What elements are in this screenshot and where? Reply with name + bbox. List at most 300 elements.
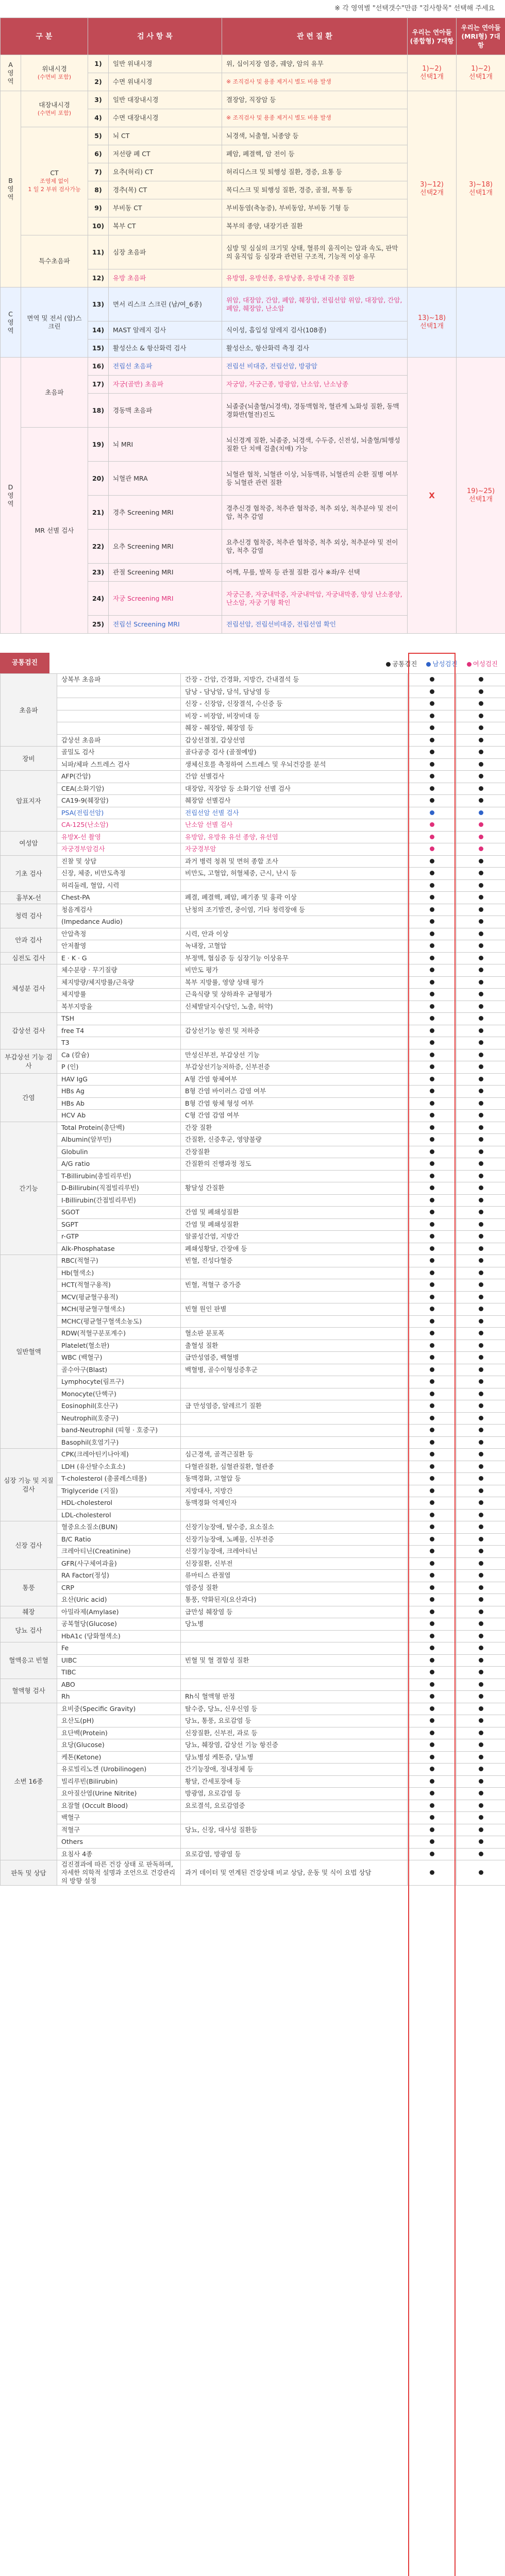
checkup-mark-mri	[457, 1134, 505, 1146]
checkup-mark-mri	[457, 1388, 505, 1400]
checkup-mark-general	[408, 1097, 457, 1110]
black-dot-icon	[430, 774, 434, 778]
select-mri-a	[457, 55, 505, 91]
black-dot-icon	[479, 883, 483, 888]
select-range: 3)~18)	[469, 181, 493, 189]
checkup-disease: 탈수증, 당뇨, 신우신염 등	[181, 1703, 408, 1715]
checkup-mark-general	[408, 1303, 457, 1316]
checkup-mark-mri	[457, 855, 505, 868]
black-dot-icon	[430, 1258, 434, 1263]
checkup-category: 청력 검사	[1, 904, 57, 928]
black-dot-icon	[430, 1694, 434, 1699]
black-dot-icon	[430, 1222, 434, 1227]
black-dot-icon	[479, 1428, 483, 1432]
checkup-mark-mri	[457, 686, 505, 698]
checkup-row	[1, 831, 505, 843]
black-dot-icon	[430, 1319, 434, 1324]
checkup-item: E · K · G	[57, 952, 181, 964]
checkup-item	[57, 710, 181, 722]
checkup-row	[1, 1134, 505, 1146]
checkup-disease: 간암 선별검사	[181, 771, 408, 783]
checkup-disease: 간염 및 폐쇄성질환	[181, 1207, 408, 1219]
checkup-item: HBs Ag	[57, 1086, 181, 1098]
checkup-row	[1, 1691, 505, 1703]
checkup-mark-mri	[457, 1751, 505, 1764]
checkup-row	[1, 795, 505, 807]
select-count: 선택1개	[469, 189, 493, 197]
checkup-disease: 담낭 - 담낭암, 담석, 담낭염 등	[181, 686, 408, 698]
checkup-item: 뇌파/체파 스트레스 검사	[57, 758, 181, 771]
black-dot-icon	[430, 1573, 434, 1578]
black-dot-icon	[479, 1731, 483, 1735]
black-dot-icon	[479, 1089, 483, 1093]
checkup-row	[1, 892, 505, 904]
checkup-item: B/C Ratio	[57, 1533, 181, 1546]
checkup-row	[1, 747, 505, 759]
black-dot-icon	[479, 1597, 483, 1602]
checkup-item: Fe	[57, 1642, 181, 1655]
checkup-mark-general	[408, 1218, 457, 1231]
black-dot-icon	[430, 1803, 434, 1808]
checkup-category: 체성분 검사	[1, 964, 57, 1013]
black-dot-icon	[479, 1222, 483, 1227]
checkup-item: 요산도(pH)	[57, 1715, 181, 1727]
black-dot-icon	[430, 1524, 434, 1529]
checkup-row	[1, 928, 505, 940]
common-checkup-title: 공통검진	[0, 653, 49, 673]
select-mri-b	[457, 91, 505, 287]
black-dot-icon	[479, 798, 483, 803]
category-stomach-label: 위내시경	[42, 64, 67, 73]
checkup-mark-general	[408, 1594, 457, 1606]
black-dot-icon	[430, 1597, 434, 1602]
black-dot-icon	[430, 1125, 434, 1130]
black-dot-icon	[430, 1198, 434, 1202]
checkup-row	[1, 722, 505, 735]
black-dot-icon	[479, 1392, 483, 1396]
checkup-mark-mri	[457, 1679, 505, 1691]
black-dot-icon	[430, 1392, 434, 1396]
checkup-mark-general	[408, 1570, 457, 1582]
item-name: 자궁(골반) 초음파	[109, 376, 222, 394]
checkup-mark-mri	[457, 892, 505, 904]
checkup-mark-general	[408, 964, 457, 977]
black-dot-icon	[430, 1077, 434, 1081]
checkup-row	[1, 1400, 505, 1413]
header-disease: 관 련 질 환	[222, 18, 408, 55]
checkup-disease: 신장기능장애, 크레아티닌	[181, 1546, 408, 1558]
checkup-disease	[181, 1267, 408, 1279]
checkup-item: 체지방량/체지방률/근육량	[57, 976, 181, 989]
black-dot-icon	[430, 689, 434, 694]
item-number: 17)	[88, 376, 109, 394]
checkup-row	[1, 1279, 505, 1292]
black-dot-icon	[430, 1452, 434, 1456]
checkup-mark-mri	[457, 1158, 505, 1171]
checkup-disease: 당뇨병성 케톤증, 당뇨병	[181, 1751, 408, 1764]
checkup-item: CRP	[57, 1582, 181, 1594]
checkup-mark-general	[408, 952, 457, 964]
item-name: 전립선 Screening MRI	[109, 616, 222, 634]
checkup-disease: A형 간염 항체여부	[181, 1073, 408, 1086]
checkup-row	[1, 783, 505, 795]
black-dot-icon	[430, 1706, 434, 1711]
checkup-item: 자궁경부암검사	[57, 843, 181, 856]
checkup-mark-mri	[457, 1594, 505, 1606]
checkup-mark-mri	[457, 1667, 505, 1679]
checkup-row	[1, 1146, 505, 1158]
checkup-row	[1, 976, 505, 989]
black-dot-icon	[479, 1174, 483, 1178]
black-dot-icon	[479, 943, 483, 948]
checkup-category: 초음파	[1, 674, 57, 747]
checkup-item: Neutrophil(호중구)	[57, 1412, 181, 1425]
checkup-disease: 비만도 평가	[181, 964, 408, 977]
checkup-disease	[181, 1037, 408, 1049]
checkup-mark-mri	[457, 879, 505, 892]
checkup-item: Basophil(호염기구)	[57, 1436, 181, 1449]
black-dot-icon	[479, 1331, 483, 1335]
black-dot-icon	[479, 1476, 483, 1481]
checkup-mark-mri	[457, 904, 505, 916]
checkup-mark-general	[408, 1473, 457, 1485]
category-colon-label: 대장내시경	[39, 100, 70, 109]
checkup-mark-general	[408, 1824, 457, 1836]
pink-dot-icon	[479, 846, 483, 851]
black-dot-icon	[479, 968, 483, 972]
black-dot-icon	[479, 738, 483, 742]
black-dot-icon	[479, 1755, 483, 1759]
checkup-mark-general	[408, 1436, 457, 1449]
black-dot-icon	[430, 1113, 434, 1117]
checkup-category: 췌장	[1, 1606, 57, 1618]
checkup-item: 요아질산염(Urine Nitrite)	[57, 1788, 181, 1800]
black-dot-icon	[479, 1609, 483, 1614]
select-general-c	[408, 287, 457, 358]
checkup-mark-general	[408, 1848, 457, 1860]
black-dot-icon	[430, 1343, 434, 1348]
checkup-row	[1, 698, 505, 710]
black-dot-icon	[479, 1270, 483, 1275]
checkup-row	[1, 1412, 505, 1425]
black-dot-icon	[479, 1694, 483, 1699]
black-dot-icon	[430, 738, 434, 742]
legend-female: 여성검진	[467, 660, 498, 668]
checkup-item: 갑상선 초음파	[57, 734, 181, 747]
checkup-row	[1, 1630, 505, 1642]
checkup-row	[1, 1751, 505, 1764]
item-number: 11)	[88, 235, 109, 269]
black-dot-icon	[479, 1779, 483, 1784]
black-dot-icon	[430, 1185, 434, 1190]
checkup-mark-general	[408, 1412, 457, 1425]
checkup-mark-mri	[457, 747, 505, 759]
checkup-item: Hb(혈색소)	[57, 1267, 181, 1279]
checkup-row	[1, 904, 505, 916]
checkup-row	[1, 1533, 505, 1546]
black-dot-icon	[430, 1270, 434, 1275]
checkup-item: 요단백(Protein)	[57, 1727, 181, 1739]
item-number: 20)	[88, 462, 109, 496]
checkup-item: free T4	[57, 1025, 181, 1037]
checkup-row	[1, 1194, 505, 1207]
black-dot-icon	[479, 931, 483, 936]
black-dot-icon	[479, 895, 483, 900]
black-dot-icon	[479, 1113, 483, 1117]
checkup-disease: 요로결석, 요로감염증	[181, 1800, 408, 1812]
checkup-row	[1, 1315, 505, 1328]
blue-dot-icon	[426, 662, 431, 667]
checkup-category: 신장 검사	[1, 1521, 57, 1570]
checkup-disease: 급만성염증, 백혈병	[181, 1352, 408, 1364]
checkup-disease	[181, 1376, 408, 1388]
black-dot-icon	[430, 1246, 434, 1251]
checkup-disease: 유방암, 유방유 유선 종양, 유선염	[181, 831, 408, 843]
checkup-row	[1, 1231, 505, 1243]
item-number: 5)	[88, 127, 109, 145]
checkup-category: 혈액형 검사	[1, 1679, 57, 1703]
black-dot-icon	[479, 750, 483, 754]
checkup-row	[1, 1061, 505, 1074]
category-mri: MR 선별 검사	[21, 428, 88, 634]
checkup-mark-mri	[457, 1788, 505, 1800]
black-dot-icon	[430, 714, 434, 718]
checkup-mark-mri	[457, 1218, 505, 1231]
black-dot-icon	[479, 1621, 483, 1626]
checkup-mark-general	[408, 1425, 457, 1437]
item-name: 활성산소 & 항산화력 검사	[109, 340, 222, 358]
common-checkup-legend	[0, 653, 505, 673]
checkup-mark-mri	[457, 1279, 505, 1292]
checkup-row	[1, 1158, 505, 1171]
item-disease: 목디스크 및 퇴행성 질환, 경증, 골절, 목통 등	[222, 181, 408, 199]
select-general-b	[408, 91, 457, 287]
checkup-mark-general	[408, 1049, 457, 1061]
checkup-disease: 과거 데이터 및 연계된 건강상태 비교 상담, 운동 및 식이 요법 상담	[181, 1860, 408, 1886]
checkup-row	[1, 1812, 505, 1824]
checkup-disease: Rh식 혈액형 판정	[181, 1691, 408, 1703]
checkup-mark-general	[408, 698, 457, 710]
checkup-mark-general	[408, 1812, 457, 1824]
checkup-mark-mri	[457, 1509, 505, 1521]
black-dot-icon	[430, 1476, 434, 1481]
item-disease: 폐암, 폐결핵, 암 전이 등	[222, 145, 408, 163]
checkup-mark-mri	[457, 771, 505, 783]
black-dot-icon	[430, 919, 434, 924]
checkup-mark-mri	[457, 831, 505, 843]
pink-dot-icon	[467, 662, 472, 667]
black-dot-icon	[430, 1149, 434, 1154]
checkup-mark-mri	[457, 928, 505, 940]
black-dot-icon	[430, 1718, 434, 1723]
checkup-disease: 전립선암 선별 검사	[181, 807, 408, 819]
black-dot-icon	[479, 1827, 483, 1832]
item-disease: 위암, 대장암, 간암, 폐암, 췌장암, 전립선암 위암, 대장암, 간암, 폐암, 췌장암, 난소암	[222, 287, 408, 321]
checkup-row	[1, 1001, 505, 1013]
checkup-item: 빌리루빈(Bilirubin)	[57, 1775, 181, 1788]
checkup-item: HDL-cholesterol	[57, 1497, 181, 1510]
checkup-mark-general	[408, 1546, 457, 1558]
item-number: 8)	[88, 181, 109, 199]
checkup-item: 혈중요소질소(BUN)	[57, 1521, 181, 1534]
checkup-item: CEA(소화기암)	[57, 783, 181, 795]
item-name: 자궁 Screening MRI	[109, 582, 222, 616]
black-dot-icon	[430, 1870, 434, 1875]
black-dot-icon	[430, 1755, 434, 1759]
checkup-mark-mri	[457, 989, 505, 1001]
checkup-disease: 신체발달지수(당인, 노출, 허약)	[181, 1001, 408, 1013]
checkup-row	[1, 964, 505, 977]
item-number: 9)	[88, 199, 109, 217]
checkup-item: HCV Ab	[57, 1110, 181, 1122]
checkup-mark-general	[408, 1630, 457, 1642]
checkup-disease: 요로감염, 방광염 등	[181, 1848, 408, 1860]
checkup-item: WBC (백혈구)	[57, 1352, 181, 1364]
black-dot-icon	[479, 1004, 483, 1009]
item-name: 면서 리스크 스크린 (남/여_6종)	[109, 287, 222, 321]
item-number: 7)	[88, 163, 109, 181]
checkup-item: CPK(크레아틴키나아제)	[57, 1449, 181, 1461]
item-number: 22)	[88, 530, 109, 564]
checkup-disease: 통풍, 약화된지(요산과다)	[181, 1594, 408, 1606]
checkup-mark-general	[408, 1557, 457, 1570]
checkup-disease: 심근경색, 골격근질환 등	[181, 1449, 408, 1461]
checkup-mark-general	[408, 1025, 457, 1037]
item-number: 3)	[88, 91, 109, 109]
black-dot-icon	[430, 1101, 434, 1106]
item-number: 21)	[88, 496, 109, 530]
black-dot-icon	[479, 1561, 483, 1566]
black-dot-icon	[479, 1053, 483, 1057]
select-range: 3)~12)	[420, 181, 444, 189]
item-disease: 뇌신경계 질환, 뇌졸중, 뇌경색, 수두증, 신전성, 뇌출혈/퇴행성 질환 단 치매 검출(치매) 가능	[222, 428, 408, 462]
checkup-disease: 간질환, 신증후군, 영양불량	[181, 1134, 408, 1146]
legend-male: 남성검진	[426, 660, 457, 668]
checkup-mark-general	[408, 1751, 457, 1764]
category-ct-sub: 조영제 없이 1 일 2 부위 검사가능	[28, 177, 81, 193]
black-dot-icon	[430, 1161, 434, 1166]
checkup-mark-mri	[457, 819, 505, 832]
checkup-row	[1, 1267, 505, 1279]
checkup-mark-mri	[457, 1122, 505, 1134]
black-dot-icon	[479, 1767, 483, 1771]
checkup-disease: 폐쇄성황달, 간장애 등	[181, 1243, 408, 1255]
black-dot-icon	[430, 992, 434, 996]
black-dot-icon	[430, 1379, 434, 1384]
black-dot-icon	[430, 1767, 434, 1771]
instruction-note: ※ 각 영역별 "선택갯수"만큼 "검사항목" 선택해 주세요	[334, 5, 495, 12]
checkup-item: ABO	[57, 1679, 181, 1691]
checkup-mark-mri	[457, 1328, 505, 1340]
checkup-disease: 당뇨, 신장, 대사성 질환등	[181, 1824, 408, 1836]
black-dot-icon	[479, 689, 483, 694]
checkup-row	[1, 1207, 505, 1219]
checkup-row	[1, 843, 505, 856]
black-dot-icon	[430, 1053, 434, 1057]
checkup-disease: 신장질환, 신부전, 과로 등	[181, 1727, 408, 1739]
black-dot-icon	[479, 992, 483, 996]
select-range: 1)~2)	[471, 64, 491, 73]
black-dot-icon	[479, 1742, 483, 1747]
checkup-row	[1, 710, 505, 722]
checkup-item: MCHC(평균혈구혈색소농도)	[57, 1315, 181, 1328]
checkup-mark-mri	[457, 1654, 505, 1667]
item-number: 14)	[88, 321, 109, 340]
checkup-item: band-Neutrophil (띠형 · 호중구)	[57, 1425, 181, 1437]
checkup-item: 체지방률	[57, 989, 181, 1001]
checkup-mark-general	[408, 1243, 457, 1255]
checkup-disease: 부정맥, 협심증 등 심장기능 이상유무	[181, 952, 408, 964]
checkup-mark-general	[408, 843, 457, 856]
checkup-mark-mri	[457, 1231, 505, 1243]
checkup-mark-general	[408, 747, 457, 759]
black-dot-icon	[479, 1537, 483, 1541]
checkup-mark-mri	[457, 1449, 505, 1461]
black-dot-icon	[430, 883, 434, 888]
checkup-mark-mri	[457, 1703, 505, 1715]
item-disease: 활성산소, 항산화력 측정 검사	[222, 340, 408, 358]
checkup-mark-mri	[457, 1764, 505, 1776]
checkup-disease: 자궁경부암	[181, 843, 408, 856]
checkup-row	[1, 674, 505, 686]
legend-items	[379, 659, 498, 668]
checkup-mark-general	[408, 819, 457, 832]
black-dot-icon	[430, 1028, 434, 1033]
checkup-item: 신장, 체중, 비만도측정	[57, 868, 181, 880]
black-dot-icon	[430, 1428, 434, 1432]
black-dot-icon	[479, 1870, 483, 1875]
category-special-ultrasound: 특수초음파	[21, 235, 88, 287]
checkup-mark-mri	[457, 1182, 505, 1195]
checkup-mark-general	[408, 1509, 457, 1521]
black-dot-icon	[479, 1646, 483, 1650]
checkup-item: 요잠혈 (Occult Blood)	[57, 1800, 181, 1812]
checkup-row	[1, 1618, 505, 1631]
select-range: 1)~2)	[422, 64, 442, 73]
checkup-mark-general	[408, 1194, 457, 1207]
checkup-row	[1, 952, 505, 964]
checkup-row	[1, 1025, 505, 1037]
checkup-row	[1, 1485, 505, 1497]
pink-dot-icon	[479, 835, 483, 839]
black-dot-icon	[479, 714, 483, 718]
black-dot-icon	[430, 871, 434, 875]
checkup-mark-general	[408, 674, 457, 686]
checkup-category: 여성암	[1, 831, 57, 855]
checkup-disease: 혈소판 분포폭	[181, 1328, 408, 1340]
area-b-label: B 영역	[1, 91, 21, 287]
checkup-row	[1, 1497, 505, 1510]
black-dot-icon	[479, 677, 483, 682]
checkup-mark-general	[408, 1618, 457, 1631]
checkup-item: RDW(적혈구분포계수)	[57, 1328, 181, 1340]
checkup-item: Globulin	[57, 1146, 181, 1158]
black-dot-icon	[386, 662, 391, 667]
checkup-item: HbA1c (당화혈색소)	[57, 1630, 181, 1642]
checkup-mark-mri	[457, 1049, 505, 1061]
checkup-row	[1, 771, 505, 783]
checkup-mark-general	[408, 722, 457, 735]
black-dot-icon	[479, 1524, 483, 1529]
checkup-row	[1, 1473, 505, 1485]
checkup-mark-general	[408, 1291, 457, 1303]
checkup-category: 혈액응고 빈혈	[1, 1642, 57, 1679]
checkup-row	[1, 1086, 505, 1098]
checkup-category: 갑상선 검사	[1, 1013, 57, 1049]
checkup-row	[1, 1703, 505, 1715]
checkup-item: 허리둘레, 혈압, 시력	[57, 879, 181, 892]
checkup-mark-mri	[457, 1146, 505, 1158]
